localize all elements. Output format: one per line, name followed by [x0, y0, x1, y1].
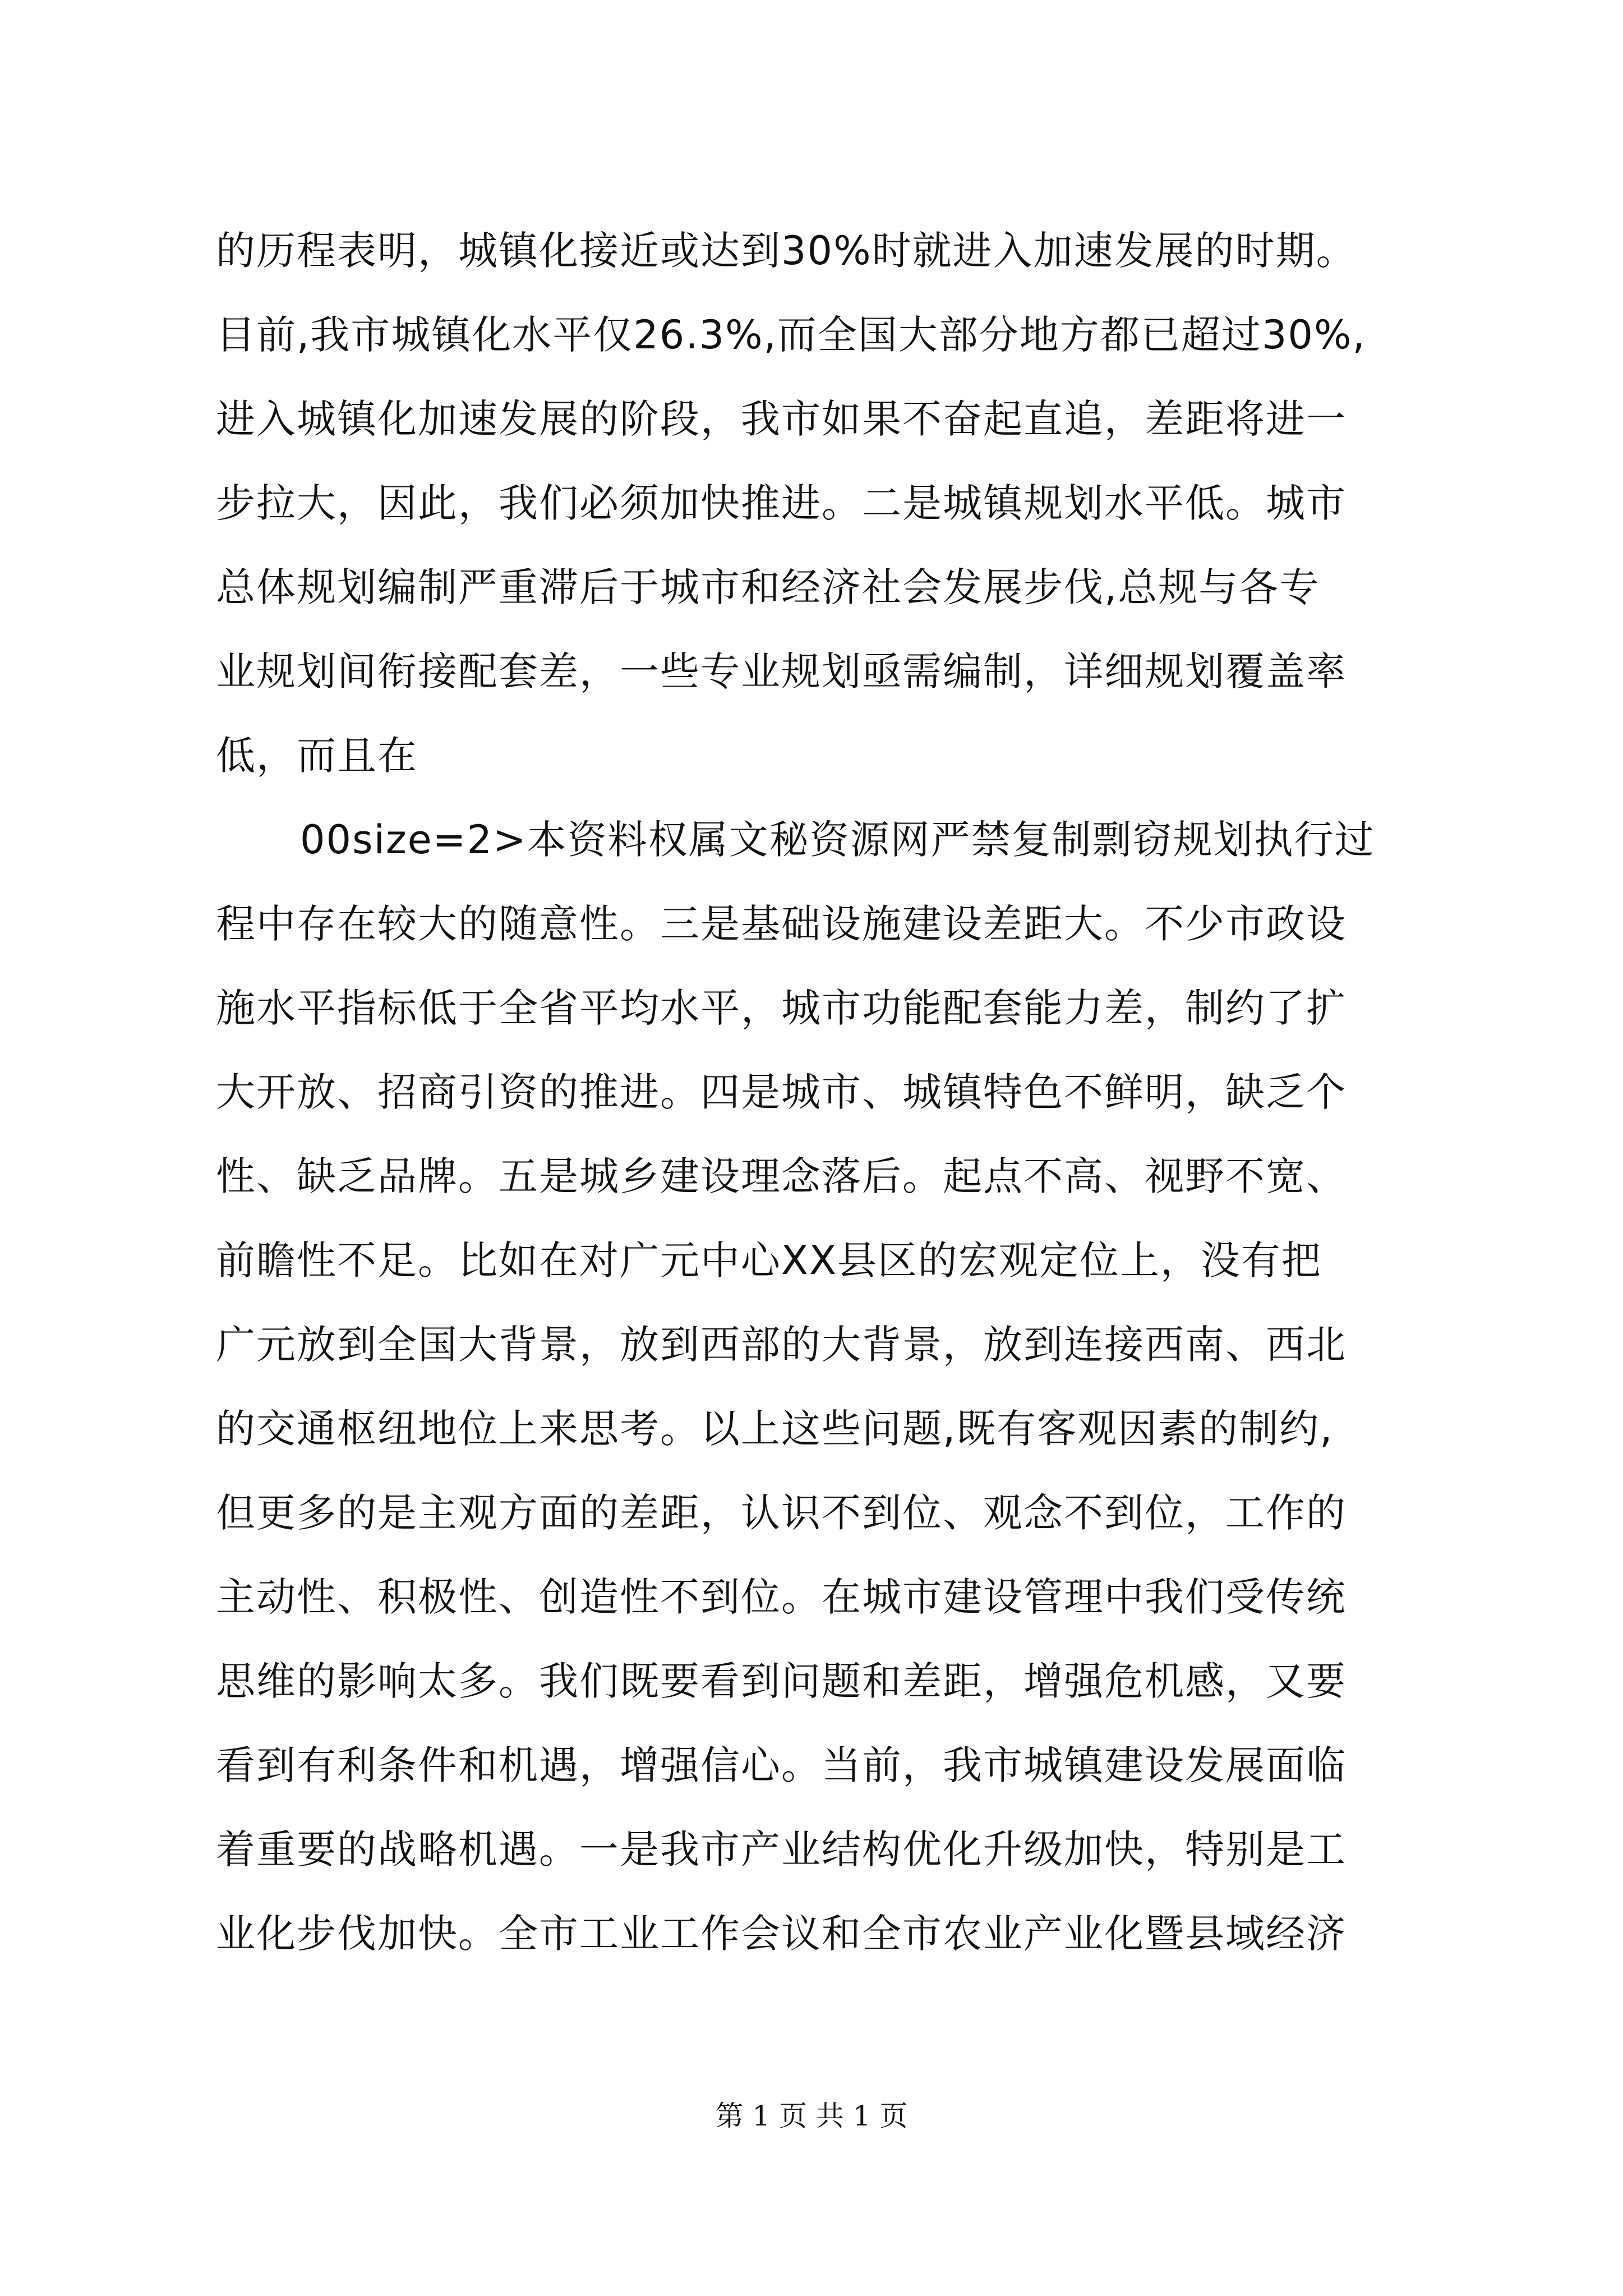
paragraph-first-line: 00size=2>本资料权属文秘资源网严禁复制剽窃规划执行过 — [300, 817, 1375, 863]
text-line: 进入城镇化加速发展的阶段，我市如果不奋起直追，差距将进一 — [216, 396, 1347, 442]
text-line: 低，而且在 — [216, 733, 418, 779]
text-line: 程中存在较大的随意性。三是基础设施建设差距大。不少市政设 — [216, 901, 1347, 947]
text-line: 施水平指标低于全省平均水平，城市功能配套能力差，制约了扩 — [216, 985, 1347, 1031]
text-line: 思维的影响太多。我们既要看到问题和差距，增强危机感，又要 — [216, 1658, 1347, 1704]
text-line: 目前,我市城镇化水平仅26.3%,而全国大部分地方都已超过30%, — [216, 312, 1366, 358]
text-line: 主动性、积极性、创造性不到位。在城市建设管理中我们受传统 — [216, 1574, 1347, 1620]
text-line: 业化步伐加快。全市工业工作会议和全市农业产业化暨县域经济 — [216, 1911, 1347, 1957]
text-line: 性、缺乏品牌。五是城乡建设理念落后。起点不高、视野不宽、 — [216, 1153, 1347, 1199]
text-line: 大开放、招商引资的推进。四是城市、城镇特色不鲜明，缺乏个 — [216, 1069, 1347, 1115]
text-line: 看到有利条件和机遇，增强信心。当前，我市城镇建设发展面临 — [216, 1742, 1347, 1788]
text-line: 的历程表明，城镇化接近或达到30%时就进入加速发展的时期。 — [216, 228, 1357, 274]
page-footer: 第 1 页 共 1 页 — [715, 2100, 908, 2132]
text-line: 着重要的战略机遇。一是我市产业结构优化升级加快，特别是工 — [216, 1826, 1347, 1872]
text-line: 步拉大，因此，我们必须加快推进。二是城镇规划水平低。城市 — [216, 480, 1347, 526]
text-line: 业规划间衔接配套差，一些专业规划亟需编制，详细规划覆盖率 — [216, 648, 1347, 694]
text-line: 广元放到全国大背景，放到西部的大背景，放到连接西南、西北 — [216, 1322, 1347, 1368]
text-line: 的交通枢纽地位上来思考。以上这些问题,既有客观因素的制约, — [216, 1406, 1334, 1452]
text-line: 但更多的是主观方面的差距，认识不到位、观念不到位，工作的 — [216, 1490, 1347, 1536]
text-line: 总体规划编制严重滞后于城市和经济社会发展步伐,总规与各专 — [216, 564, 1320, 610]
text-line: 前瞻性不足。比如在对广元中心XX县区的宏观定位上，没有把 — [216, 1237, 1322, 1283]
